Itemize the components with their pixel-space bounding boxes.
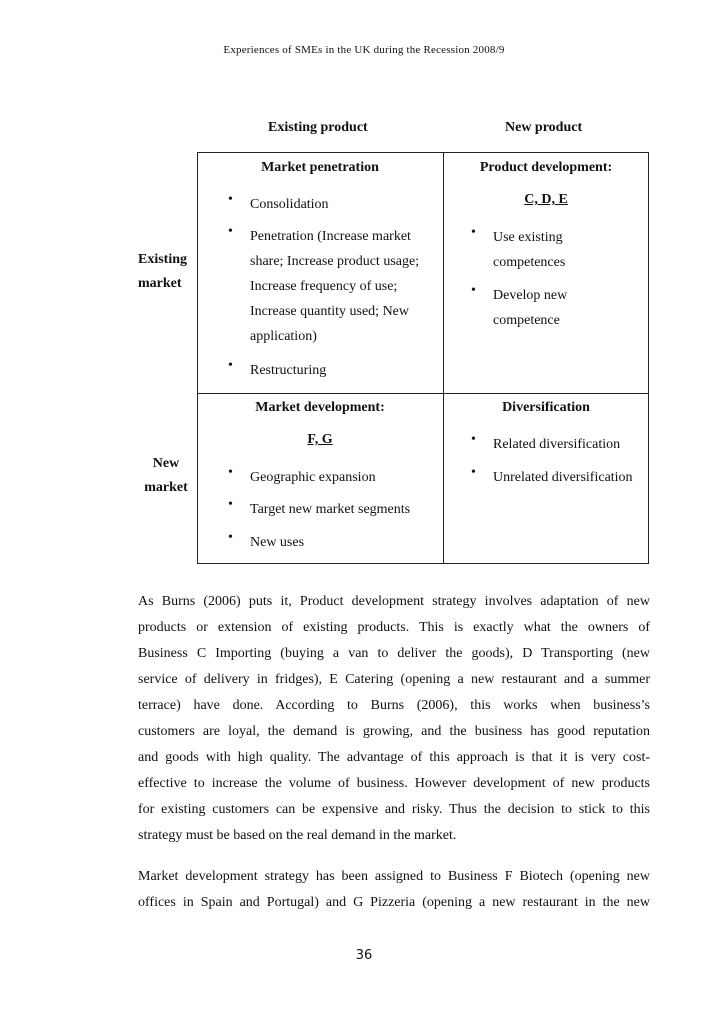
matrix-divider-vertical	[443, 152, 444, 564]
row-label-existing-market: Existing market	[138, 252, 188, 291]
page-number: 36	[355, 948, 373, 963]
matrix-divider-horizontal	[197, 393, 649, 394]
column-header-new-product: New product	[505, 120, 583, 135]
paragraph-product-development: As Burns (2006) puts it, Product development strategy involves adaptation of new products or extension of existing products. This is exactly what the owners of Business C Importing (buying a van to deliver the goods), D Transporting (new service of delivery in fridges), E Catering (opening a new restaurant and a summer terrace) have done. According to Burns (2006), this works when business’s customers are loyal, the demand is growing, and the business has good reputation and goods with high quality. The advantage of this approach is that it is very cost- effective to increase the volume of business. However development of new products for existing customers can be expensive and risky. Thus the decision to stick to this strategy must be based on the real demand in the market.	[138, 594, 650, 843]
row-label-new-market: New market	[144, 456, 188, 495]
paragraph-market-development: Market development strategy has been assigned to Business F Biotech (opening new offices in Spain and Portugal) and G Pizzeria (opening a new restaurant in the new	[138, 869, 650, 910]
cell-title: Market development:	[255, 400, 385, 415]
running-header: Experiences of SMEs in the UK during the Recession 2008/9	[223, 44, 505, 56]
cell-businesses: C, D, E	[524, 192, 568, 207]
cell-businesses: F, G	[307, 432, 333, 447]
column-header-existing-product: Existing product	[268, 120, 368, 135]
cell-title: Market penetration	[261, 160, 379, 175]
cell-title: Product development:	[479, 160, 613, 175]
cell-title: Diversification	[502, 400, 590, 415]
